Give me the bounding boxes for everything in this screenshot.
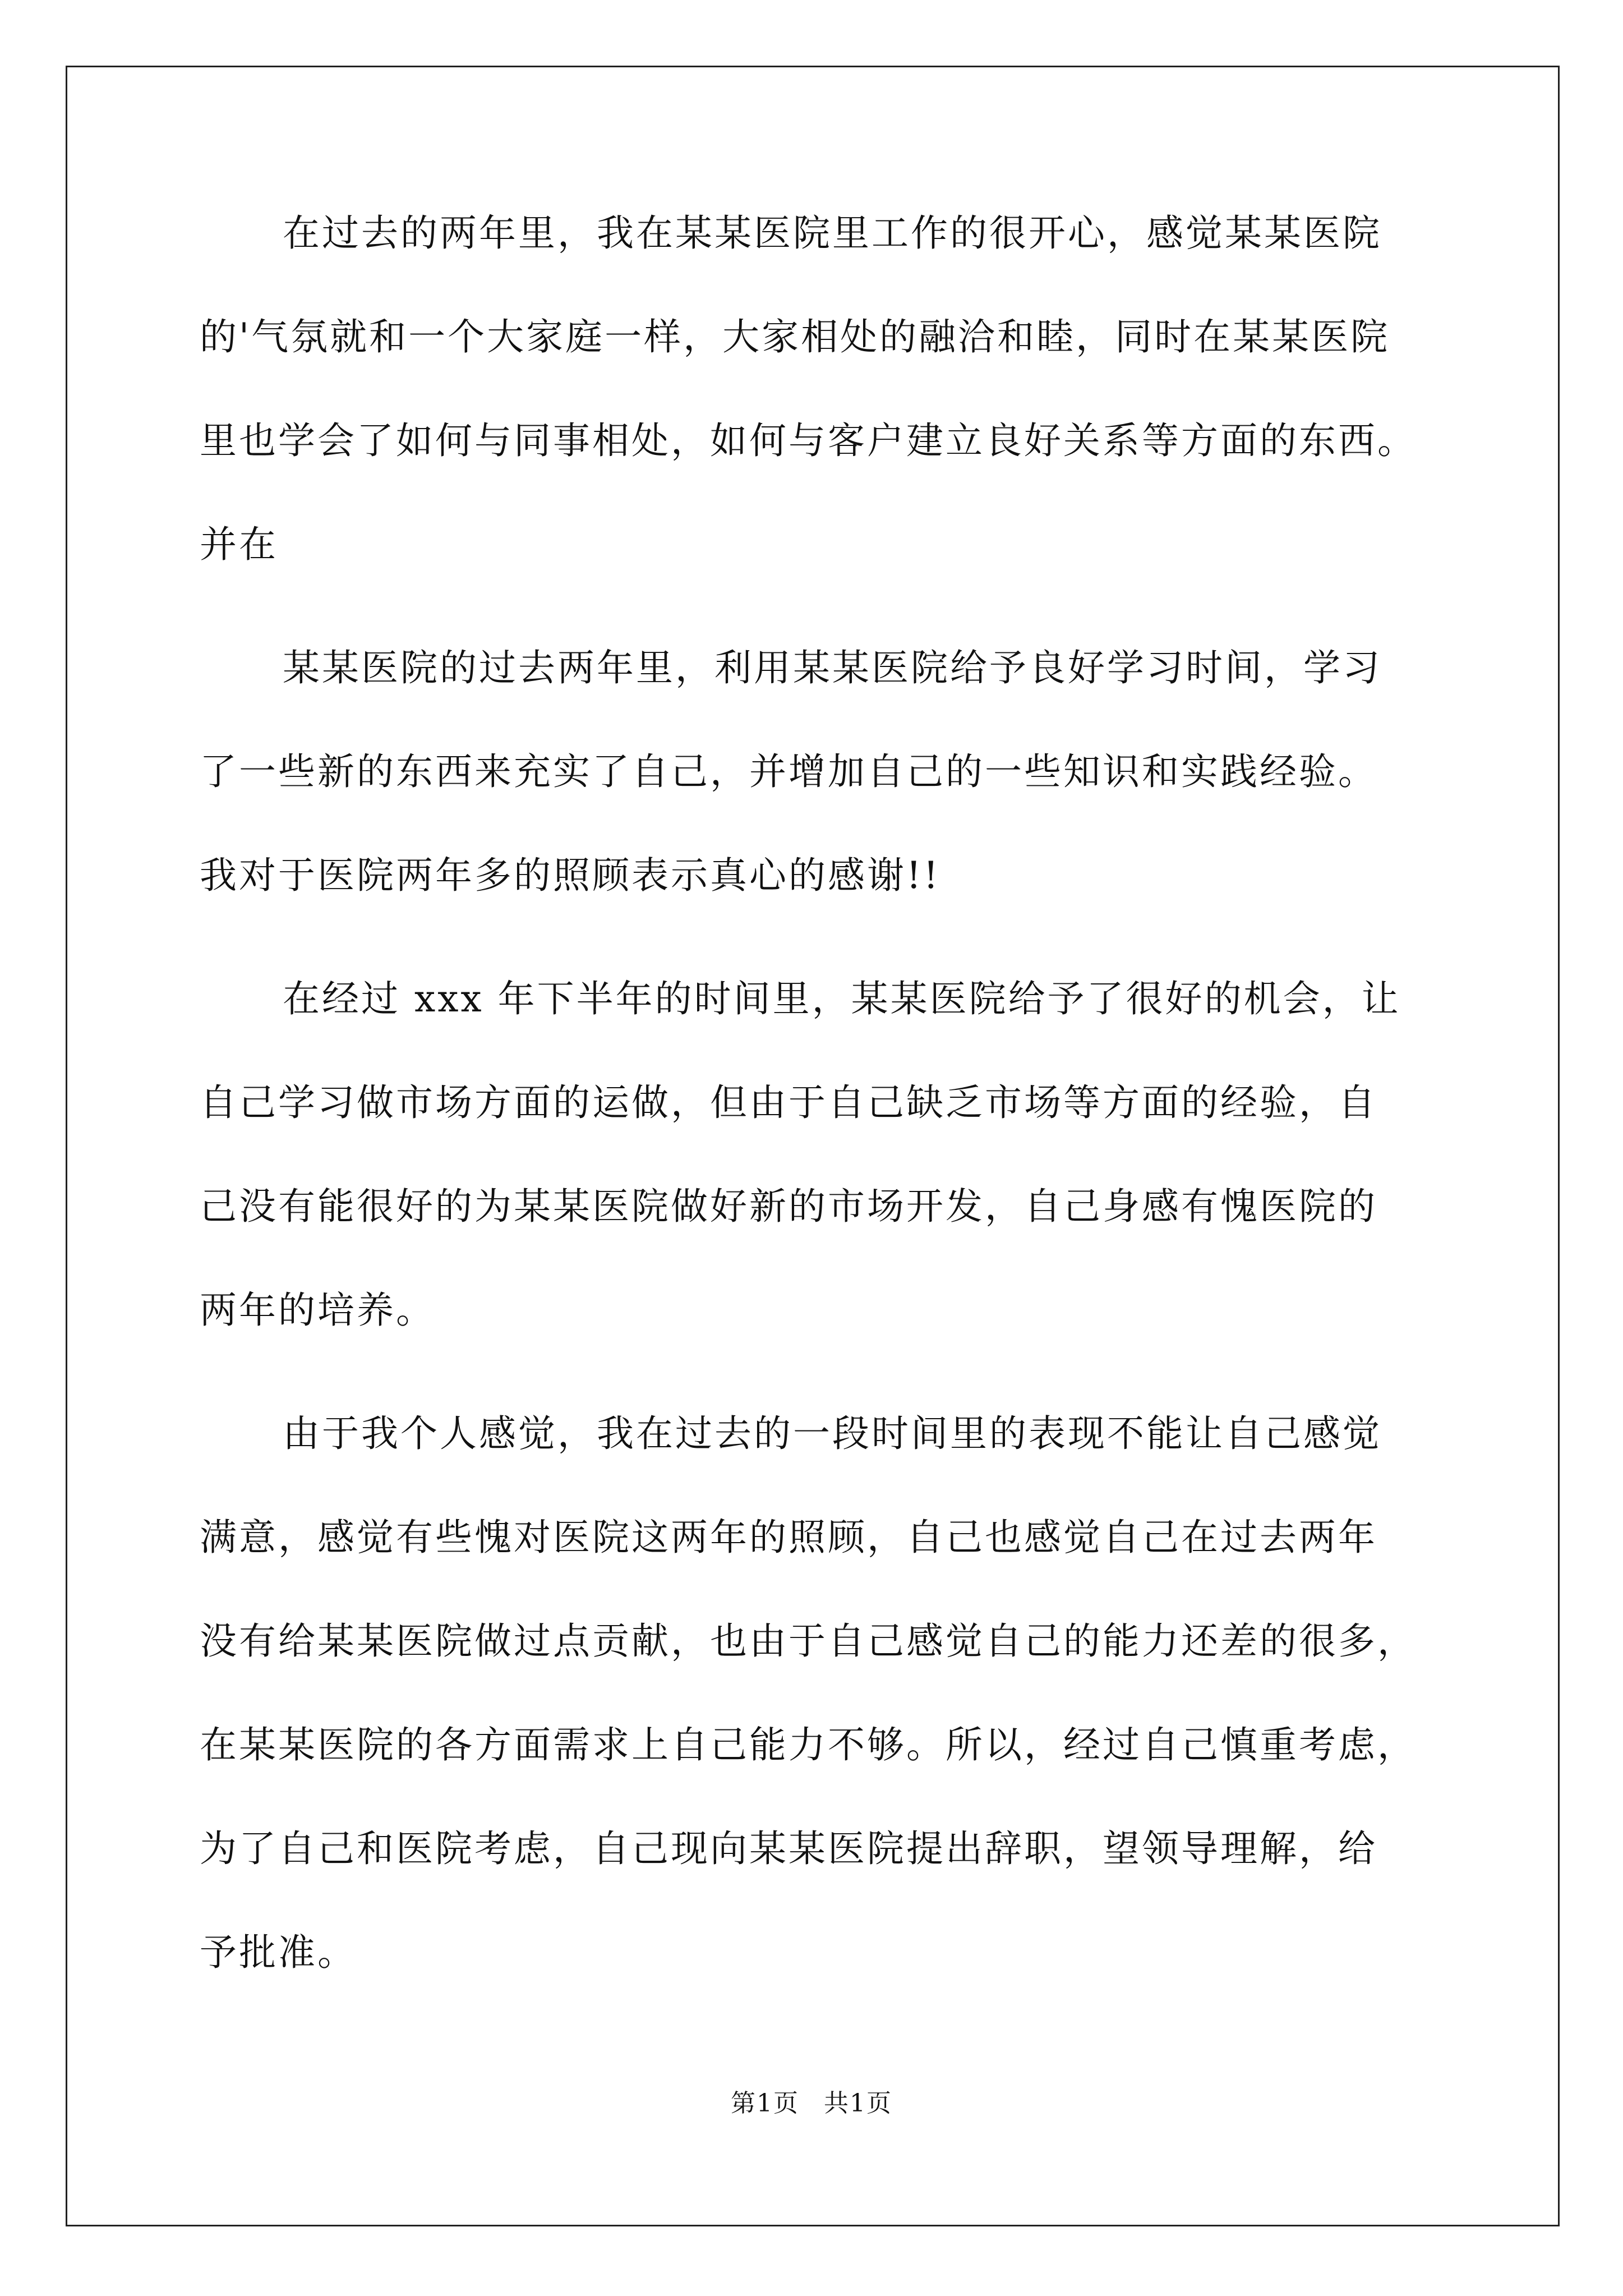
text-line: 己没有能很好的为某某医院做好新的市场开发，自己身感有愧医院的	[200, 1185, 1377, 1228]
text-line: 两年的培养。	[200, 1289, 435, 1332]
text-line: 在经过 xxx 年下半年的时间里，某某医院给予了很好的机会，让	[283, 977, 1401, 1020]
text-line: 满意，感觉有些愧对医院这两年的照顾，自己也感觉自己在过去两年	[200, 1516, 1377, 1559]
page-total: 共1页	[824, 2089, 892, 2118]
text-line: 在某某医院的各方面需求上自己能力不够。所以，经过自己慎重考虑，	[200, 1723, 1417, 1766]
text-line: 并在	[200, 523, 278, 566]
text-line: 某某医院的过去两年里，利用某某医院给予良好学习时间，学习	[283, 646, 1382, 689]
text-line: 在过去的两年里，我在某某医院里工作的很开心，感觉某某医院	[283, 211, 1382, 255]
text-line: 的'气氛就和一个大家庭一样，大家相处的融洽和睦，同时在某某医院	[200, 315, 1390, 358]
text-line: 没有给某某医院做过点贡献，也由于自己感觉自己的能力还差的很多，	[200, 1619, 1417, 1663]
page-footer	[0, 2091, 1623, 2116]
text-line: 为了自己和医院考虑，自己现向某某医院提出辞职，望领导理解，给	[200, 1827, 1377, 1870]
page-border	[66, 66, 1560, 2226]
page-number: 第1页	[731, 2089, 799, 2118]
text-line: 由于我个人感觉，我在过去的一段时间里的表现不能让自己感觉	[283, 1412, 1382, 1455]
text-line: 里也学会了如何与同事相处，如何与客户建立良好关系等方面的东西。	[200, 419, 1417, 462]
text-line: 了一些新的东西来充实了自己，并增加自己的一些知识和实践经验。	[200, 750, 1377, 793]
text-line: 我对于医院两年多的照顾表示真心的感谢!!	[200, 854, 941, 897]
text-line: 自己学习做市场方面的运做，但由于自己缺乏市场等方面的经验，自	[200, 1081, 1377, 1124]
text-line: 予批准。	[200, 1931, 357, 1974]
